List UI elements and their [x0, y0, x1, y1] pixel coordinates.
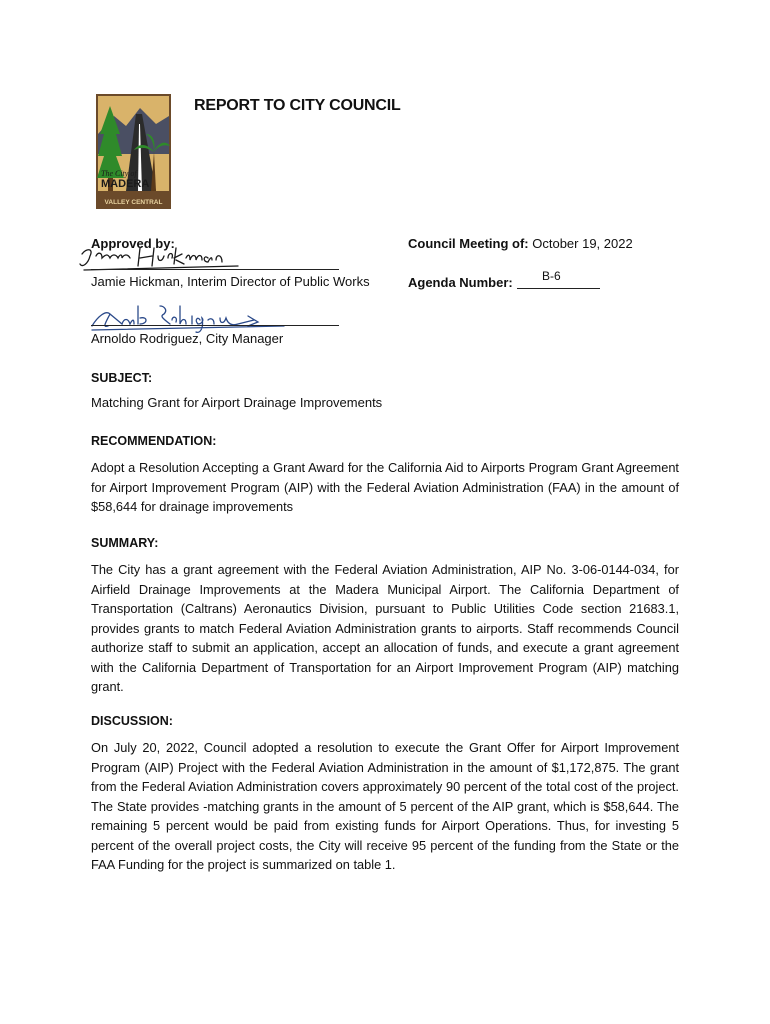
- meeting-label: Council Meeting of:: [408, 236, 529, 251]
- signature-line-2: [91, 325, 339, 326]
- logo-line1: The City of: [101, 169, 137, 178]
- approved-by-label: Approved by:: [91, 236, 175, 251]
- agenda-number: B-6: [542, 269, 561, 283]
- discussion-heading: DISCUSSION:: [91, 714, 173, 728]
- summary-heading: SUMMARY:: [91, 536, 159, 550]
- logo-line3: VALLEY CENTRAL: [104, 199, 163, 206]
- approver1-name: Jamie Hickman, Interim Director of Public Works: [91, 274, 370, 289]
- summary-text: The City has a grant agreement with the Federal Aviation Administration, AIP No. 3-06-0144-034, for Airfield Drainage Improvements at the Madera Municipal Airport. The California Department of Transportation (Caltrans) Aeronautics Division, pursuant to Public Utilities Code section 21683.1, provides grants to match Federal Aviation Administration grants to airports. Staff recommends Council authorize staff to submit an application, accept an allocation of funds, and execute a grant agreement with the California Department of Transportation for an Airport Improvement Program (AIP) matching grant.: [91, 562, 679, 694]
- recommendation-text: Adopt a Resolution Accepting a Grant Award for the California Aid to Airports Program Grant Agreement for Airport Improvement Program (AIP) with the Federal Aviation Administration (FAA) in the amount of $58,644 for drainage improvements: [91, 460, 679, 514]
- meeting-date: October 19, 2022: [532, 236, 633, 251]
- agenda-number-line: [517, 288, 600, 289]
- subject-heading: SUBJECT:: [91, 371, 153, 385]
- discussion-text: On July 20, 2022, Council adopted a resolution to execute the Grant Offer for Airport Improvement Program (AIP) Project with the Federal Aviation Administration in the amount of $1,172,875. The grant from the Federal Aviation Administration covers approximately 90 percent of the total cost of the project. The State provides -matching grants in the amount of 5 percent of the AIP grant, which is $58,644. The remaining 5 percent would be paid from existing funds for Airport Operations. Thus, for investing 5 percent of the overall project costs, the City will receive 95 percent of the funding from the State or the FAA Funding for the project is summarized on table 1.: [91, 740, 679, 872]
- meeting-info: [408, 236, 633, 251]
- city-of-madera-logo: [96, 94, 171, 209]
- logo-line2: MADERA: [101, 178, 150, 190]
- report-title: REPORT TO CITY COUNCIL: [194, 97, 401, 114]
- agenda-label: Agenda Number:: [408, 275, 513, 290]
- recommendation-heading: RECOMMENDATION:: [91, 434, 217, 448]
- signature-line-1: [91, 269, 339, 270]
- subject-text: Matching Grant for Airport Drainage Improvements: [91, 395, 383, 410]
- approver2-name: Arnoldo Rodriguez, City Manager: [91, 331, 284, 346]
